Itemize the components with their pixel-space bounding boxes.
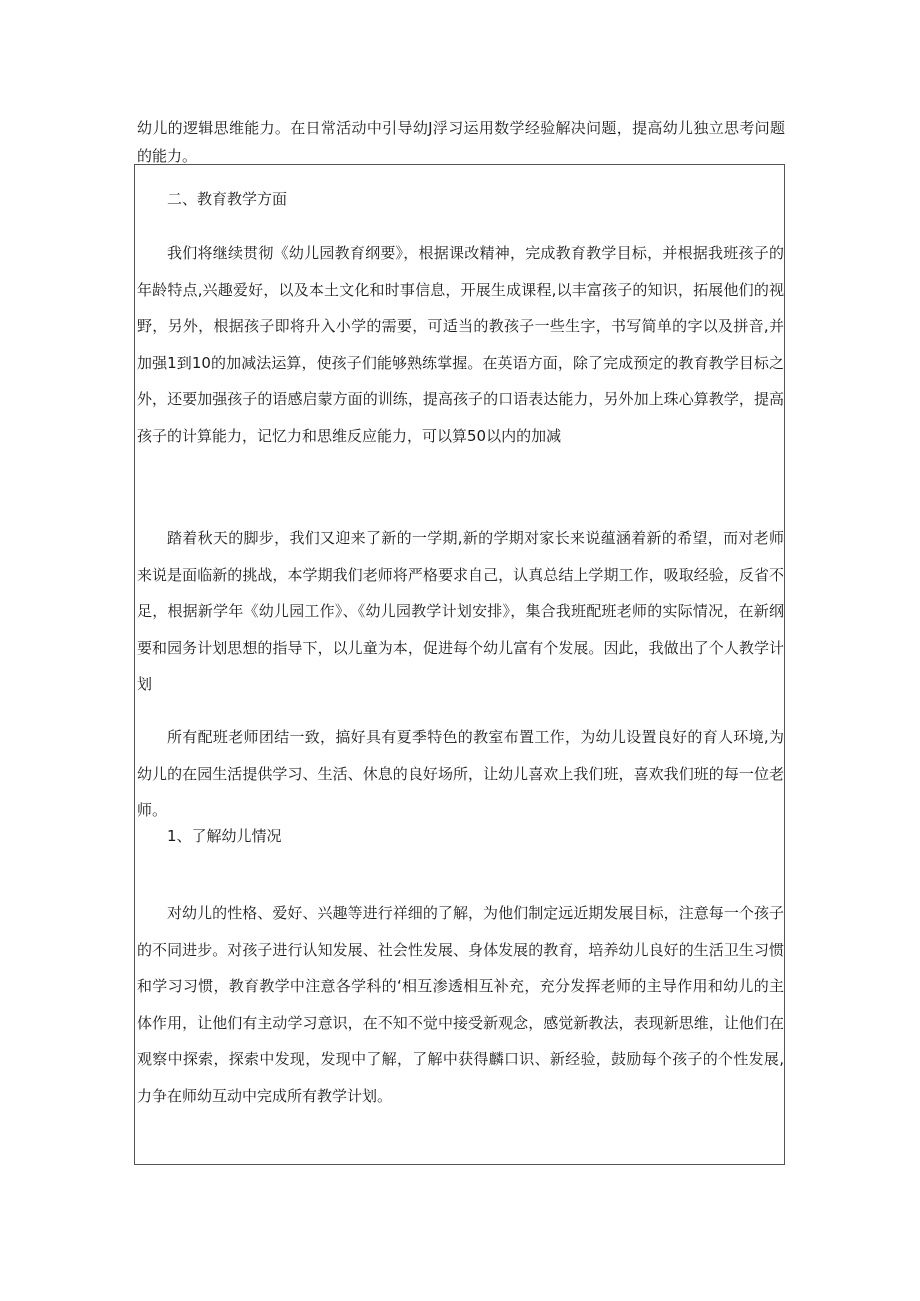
paragraph-understand-children: 对幼儿的性格、爱好、兴趣等进行祥细的了解，为他们制定远近期发展目标，注意每一个孩子的不同进步。对孩子进行认知发展、社会性发展、身体发展的教育，培养幼儿良好的生活卫生习惯和学习习惯，教育教学中注意各学科的‘相互渗透相互补充，充分发挥老师的主导作用和幼儿的主体作用，让他们有主动学习意识，在不知不觉中接受新观念，感觉新教法，表现新思维，让他们在观察中探索，探索中发现，发现中了解，了解中获得麟口识、新经验，鼓励每个孩子的个性发展,力争在师幼互动中完成所有教学计划。: [137, 904, 784, 1105]
intro-paragraph: 幼儿的逻辑思维能力。在日常活动中引导幼J浮习运用数学经验解决问题，提高幼儿独立思考问题的能力。: [137, 119, 785, 165]
paragraph-teaching-goals: 我们将继续贯彻《幼儿园教育纲要》，根据课改精神，完成教育教学目标，并根据我班孩子的年龄特点,兴趣爱好，以及本土文化和时事信息，开展生成课程,以丰富孩子的知识，拓展他们的视野，另外，根据孩子即将升入小学的需要，可适当的教孩子一些生字，书写简单的字以及拼音,并加强1到10的加减法运算，使孩子们能够熟练掌握。在英语方面，除了完成预定的教育教学目标之外，还要加强孩子的语感启蒙方面的训练，提高孩子的口语表达能力，另外加上珠心算教学，提高孩子的计算能力，记忆力和思维反应能力，可以算50以内的加减: [137, 244, 784, 445]
section-heading: 二、教育教学方面: [167, 190, 288, 208]
paragraph-classroom-environment: 所有配班老师团结一致，搞好具有夏季特色的教室布置工作，为幼儿设置良好的育人环境,为幼儿的在园生活提供学习、生活、休息的良好场所，让幼儿喜欢上我们班，喜欢我们班的每一位老师。: [137, 728, 784, 820]
paragraph-new-semester: 踏着秋天的脚步，我们又迎来了新的一学期,新的学期对家长来说蕴涵着新的希望，而对老师来说是面临新的挑战，本学期我们老师将严格要求自己，认真总结上学期工作，吸取经验，反省不足，根据新学年《幼儿园工作》、《幼儿园教学计划安排》，集合我班配班老师的实际情况，在新纲要和园务计划思想的指导下，以儿童为本，促进每个幼儿富有个发展。因此，我做出了个人教学计划: [137, 529, 784, 694]
subsection-heading: 1、了解幼儿情况: [167, 827, 282, 845]
content-frame: [134, 164, 785, 1165]
